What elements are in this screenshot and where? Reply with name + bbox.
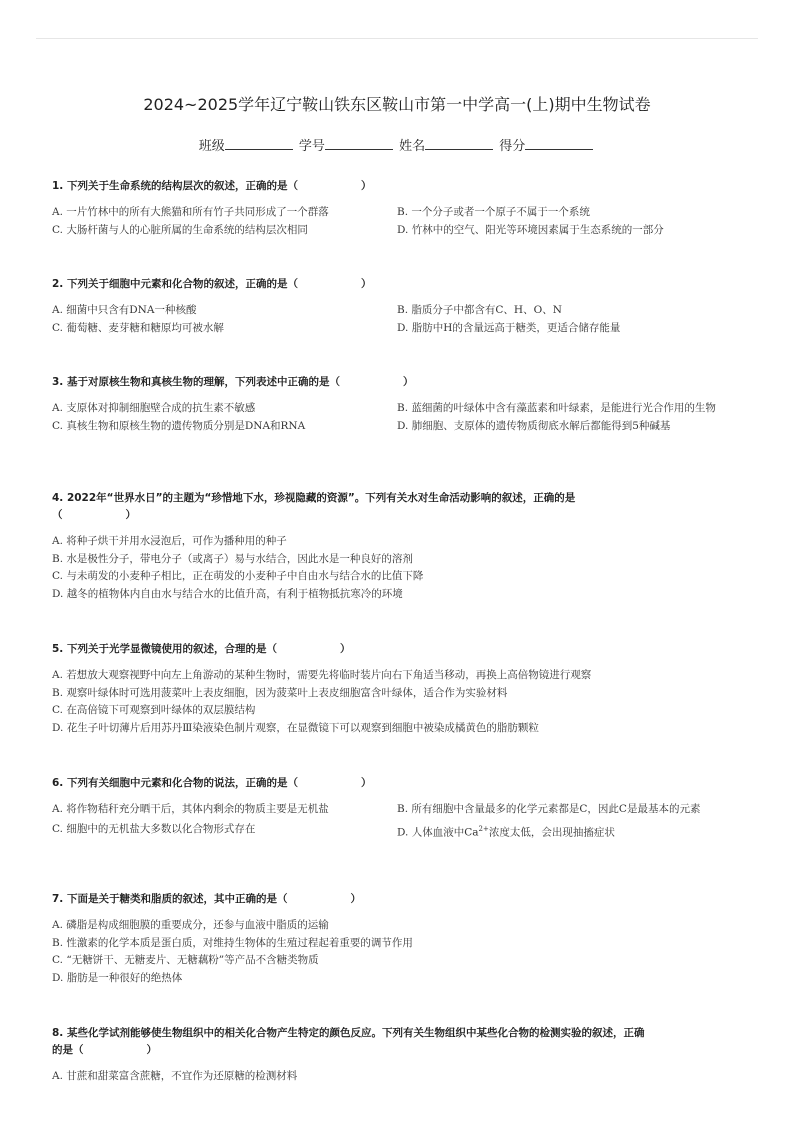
question-stem-line-1: 8. 某些化学试剂能够使生物组织中的相关化合物产生特定的颜色反应。下列有关生物组织中某些化合物的检测实验的叙述，正确 (52, 1027, 645, 1039)
option-a: A. 将种子烘干并用水浸泡后，可作为播种用的种子 (52, 535, 287, 547)
option-d (397, 821, 742, 842)
option-d: D. 脂肪是一种很好的绝热体 (52, 971, 183, 984)
page-title: 2024~2025学年辽宁鞍山铁东区鞍山市第一中学高一(上)期中生物试卷 (143, 95, 651, 114)
option-c: C. 葡萄糖、麦芽糖和糖原均可被水解 (52, 321, 224, 334)
question-stem (52, 1025, 742, 1059)
option-d: D. 竹林中的空气、阳光等环境因素属于生态系统的一部分 (397, 223, 664, 236)
option-b: B. 性激素的化学本质是蛋白质，对维持生物体的生殖过程起着重要的调节作用 (52, 936, 413, 949)
option-c: C. 真核生物和原核生物的遗传物质分别是DNA和RNA (52, 419, 306, 432)
option-a: A. 将作物秸秆充分晒干后，其体内剩余的物质主要是无机盐 (52, 803, 329, 815)
question-stem: 7. 下面是关于糖类和脂质的叙述，其中正确的是（ ） (52, 893, 361, 905)
question-stem-line-2: 的是（ ） (52, 1044, 157, 1056)
option-b: B. 蓝细菌的叶绿体中含有藻蓝素和叶绿素，是能进行光合作用的生物 (397, 402, 716, 414)
student-info-line (0, 135, 794, 154)
option-b: B. 观察叶绿体时可选用菠菜叶上表皮细胞，因为菠菜叶上表皮细胞富含叶绿体，适合作为实验材料 (52, 686, 508, 699)
options (52, 801, 742, 842)
question-3 (52, 374, 742, 435)
question-stem-line-2: （ ） (52, 509, 136, 521)
option-a: A. 支原体对抑制细胞壁合成的抗生素不敏感 (52, 402, 256, 414)
option-d-text: D. 人体血液中Ca (397, 826, 479, 838)
class-label: 班级 (198, 139, 225, 154)
options (52, 1068, 742, 1086)
score-blank[interactable] (525, 139, 593, 150)
options (52, 302, 742, 337)
option-a: A. 细菌中只含有DNA一种核酸 (52, 304, 197, 316)
option-a: A. 甘蔗和甜菜富含蔗糖，不宜作为还原糖的检测材料 (52, 1070, 298, 1082)
student-id-label: 学号 (298, 139, 325, 154)
option-d: D. 越冬的植物体内自由水与结合水的比值升高，有利于植物抵抗寒冷的环境 (52, 587, 403, 600)
option-d: D. 脂肪中H的含量远高于糖类，更适合储存能量 (397, 321, 621, 334)
options (52, 917, 742, 987)
option-b: B. 所有细胞中含量最多的化学元素都是C，因此C是最基本的元素 (397, 803, 701, 815)
option-d: D. 花生子叶切薄片后用苏丹Ⅲ染液染色制片观察，在显微镜下可以观察到细胞中被染成橘黄色的脂肪颗粒 (52, 721, 539, 734)
option-d: D. 肺细胞、支原体的遗传物质彻底水解后都能得到5种碱基 (397, 419, 671, 432)
option-b: B. 脂质分子中都含有C、H、O、N (397, 304, 562, 316)
option-c: C. “无糖饼干、无糖麦片、无糖藕粉”等产品不含糖类物质 (52, 954, 319, 966)
question-2 (52, 276, 742, 337)
question-stem (52, 490, 742, 524)
option-b: B. 水是极性分子，带电分子（或离子）易与水结合，因此水是一种良好的溶剂 (52, 552, 413, 565)
question-stem: 5. 下列关于光学显微镜使用的叙述，合理的是（ ） (52, 643, 351, 655)
calcium-charge: 2+ (478, 824, 489, 833)
question-stem: 1. 下列关于生命系统的结构层次的叙述，正确的是（ ） (52, 180, 372, 192)
option-a: A. 若想放大观察视野中向左上角游动的某种生物时，需要先将临时装片向右下角适当移动，再换上高倍物镜进行观察 (52, 669, 592, 681)
question-6 (52, 775, 742, 842)
option-b: B. 一个分子或者一个原子不属于一个系统 (397, 206, 590, 218)
header-rule (36, 38, 758, 39)
question-4 (52, 490, 742, 603)
class-blank[interactable] (225, 139, 293, 150)
question-stem: 3. 基于对原核生物和真核生物的理解，下列表述中正确的是（ ） (52, 376, 414, 388)
question-stem: 6. 下列有关细胞中元素和化合物的说法，正确的是（ ） (52, 777, 372, 789)
question-stem-line-1: 4. 2022年“世界水日”的主题为“珍惜地下水，珍视隐藏的资源”。下列有关水对生命活动影响的叙述，正确的是 (52, 492, 576, 504)
question-stem: 2. 下列关于细胞中元素和化合物的叙述，正确的是（ ） (52, 278, 372, 290)
option-d-tail: 浓度太低，会出现抽搐症状 (488, 826, 615, 838)
question-7 (52, 891, 742, 987)
options (52, 533, 742, 603)
options (52, 667, 742, 737)
question-1 (52, 178, 742, 239)
option-a: A. 磷脂是构成细胞膜的重要成分，还参与血液中脂质的运输 (52, 919, 329, 931)
option-c: C. 与未萌发的小麦种子相比，正在萌发的小麦种子中自由水与结合水的比值下降 (52, 570, 424, 582)
option-c: C. 大肠杆菌与人的心脏所属的生命系统的结构层次相同 (52, 223, 308, 236)
option-c: C. 细胞中的无机盐大多数以化合物形式存在 (52, 822, 256, 835)
options (52, 204, 742, 239)
option-c: C. 在高倍镜下可观察到叶绿体的双层膜结构 (52, 704, 256, 716)
score-label: 得分 (499, 139, 526, 154)
option-a: A. 一片竹林中的所有大熊猫和所有竹子共同形成了一个群落 (52, 206, 329, 218)
name-blank[interactable] (425, 139, 493, 150)
question-8 (52, 1025, 742, 1086)
options (52, 400, 742, 435)
question-5 (52, 641, 742, 737)
student-id-blank[interactable] (325, 139, 393, 150)
name-label: 姓名 (399, 139, 426, 154)
